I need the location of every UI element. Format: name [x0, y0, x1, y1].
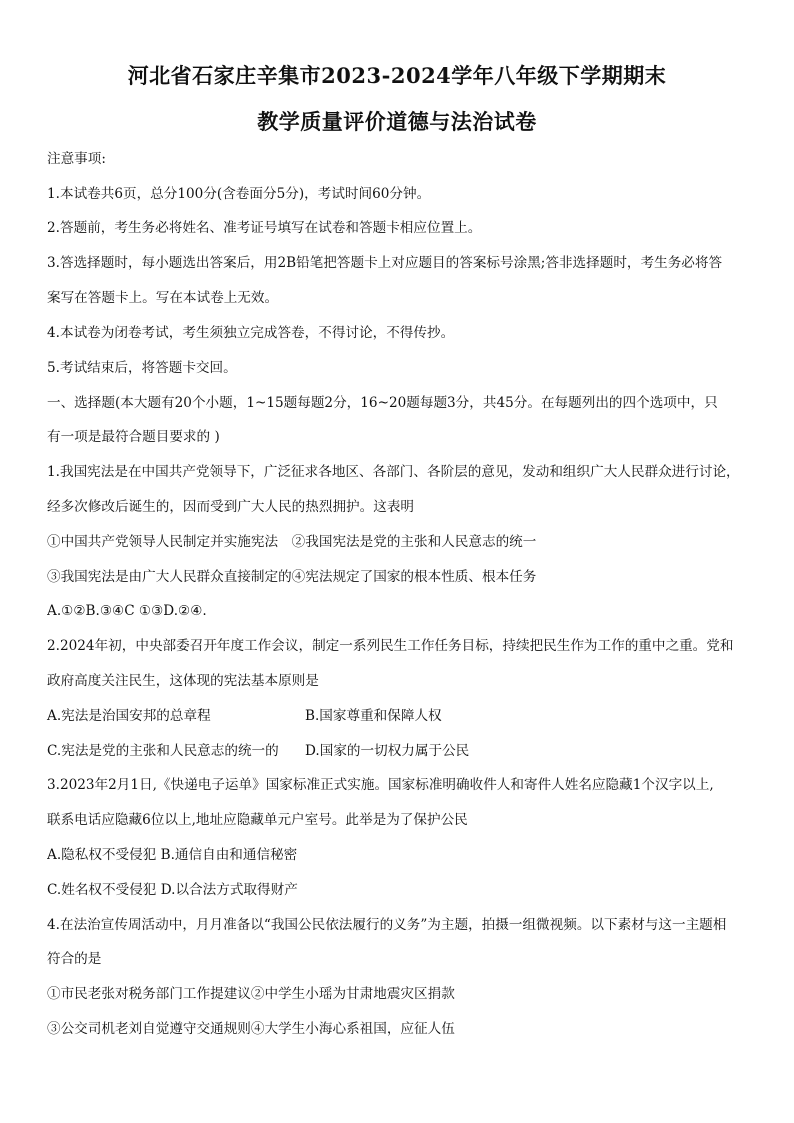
- q2-option-c: C.宪法是党的主张和人民意志的统一的: [47, 743, 279, 759]
- q2-option-b: B.国家尊重和保障人权: [305, 708, 442, 724]
- q4-stem: 4.在法治宣传周活动中，月月准备以“我国公民依法履行的义务”为主题，拍摄一组微视频。以下素材与这一主题相: [47, 917, 727, 933]
- exam-title-line2: 教学质量评价道德与法治试卷: [257, 109, 537, 134]
- q1-statement-1: ①中国共产党领导人民制定并实施宪法 ②我国宪法是党的主张和人民意志的统一: [47, 534, 537, 550]
- notice-item-4: 4.本试卷为闭卷考试，考生须独立完成答卷，不得讨论，不得传抄。: [47, 325, 455, 341]
- q1-statement-2: ③我国宪法是由广大人民群众直接制定的④宪法规定了国家的根本性质、根本任务: [47, 569, 537, 585]
- q2-option-d: D.国家的一切权力属于公民: [305, 743, 470, 759]
- q1-stem-cont: 经多次修改后诞生的，因而受到广大人民的热烈拥护。这表明: [47, 499, 415, 515]
- q4-statement-1: ①市民老张对税务部门工作提建议②中学生小瑶为甘肃地震灾区捐款: [47, 986, 455, 1002]
- q2-stem-cont: 政府高度关注民生，这体现的宪法基本原则是: [47, 673, 319, 689]
- notice-item-1: 1.本试卷共6页，总分100分(含卷面分5分)，考试时间60分钟。: [47, 186, 431, 202]
- section-heading-cont: 有一项是最符合题目要求的 ): [47, 429, 220, 445]
- q3-options-1: A.隐私权不受侵犯 B.通信自由和通信秘密: [47, 847, 298, 863]
- q4-stem-cont: 符合的是: [47, 951, 102, 967]
- notice-item-3: 3.答选择题时，每小题选出答案后，用2B铅笔把答题卡上对应题目的答案标号涂黑;答非选择题时，考生务必将答: [47, 255, 723, 271]
- q4-statement-2: ③公交司机老刘自觉遵守交通规则④大学生小海心系祖国，应征人伍: [47, 1021, 455, 1037]
- exam-title-line1: 河北省石家庄辛集市2023-2024学年八年级下学期期末: [127, 63, 667, 88]
- q3-options-2: C.姓名权不受侵犯 D.以合法方式取得财产: [47, 882, 298, 898]
- q1-options: A.①②B.③④C ①③D.②④.: [47, 603, 207, 619]
- notice-item-3-cont: 案写在答题卡上。写在本试卷上无效。: [47, 290, 279, 306]
- q3-stem: 3.2023年2月1日,《快递电子运单》国家标准正式实施。国家标准明确收件人和寄件人姓名应隐藏1个汉字以上,: [47, 777, 714, 793]
- q3-stem-cont: 联系电话应隐藏6位以上,地址应隐藏单元户室号。此举是为了保护公民: [47, 812, 468, 828]
- section-heading: 一、选择题(本大题有20个小题，1~15题每题2分，16~20题每题3分，共45分。在每题列出的四个选项中，只: [47, 395, 718, 411]
- q1-stem: 1.我国宪法是在中国共产党领导下，广泛征求各地区、各部门、各阶层的意见，发动和组织广大人民群众进行讨论，: [47, 464, 740, 480]
- notice-heading: 注意事项:: [47, 151, 106, 167]
- notice-item-5: 5.考试结束后，将答题卡交回。: [47, 360, 237, 376]
- q2-stem: 2.2024年初，中央部委召开年度工作会议，制定一系列民生工作任务目标，持续把民生作为工作的重中之重。党和: [47, 638, 734, 654]
- q2-option-a: A.宪法是治国安邦的总章程: [47, 708, 211, 724]
- notice-item-2: 2.答题前，考生务必将姓名、准考证号填写在试卷和答题卡相应位置上。: [47, 220, 482, 236]
